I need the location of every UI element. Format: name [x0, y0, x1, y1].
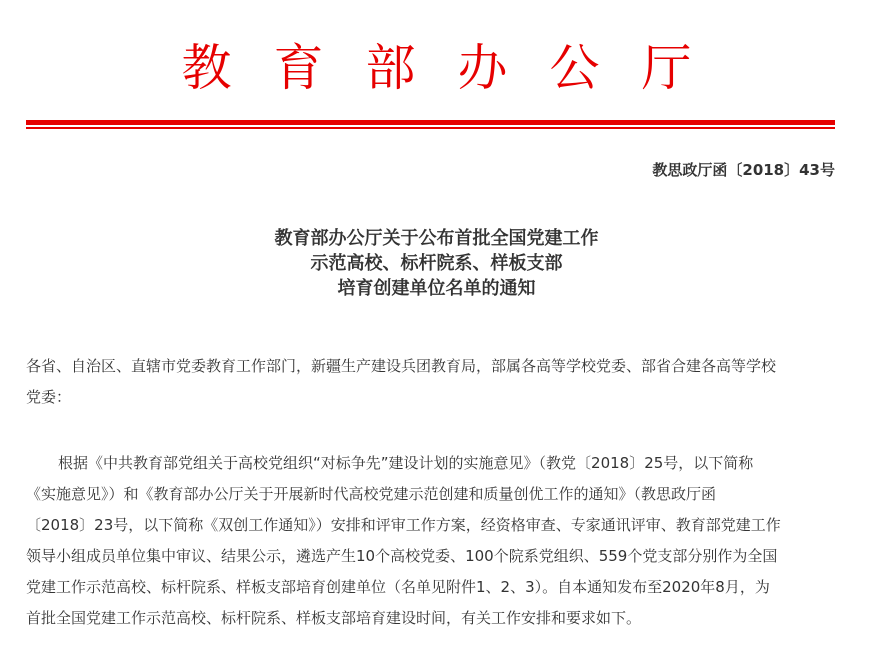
masthead-char: 教 [181, 39, 232, 97]
masthead-char: 部 [365, 39, 416, 97]
masthead-char: 公 [549, 39, 600, 97]
addressee-paragraph [26, 351, 841, 413]
masthead-char: 育 [273, 39, 324, 97]
title-line: 培育创建单位名单的通知 [337, 278, 536, 299]
masthead-char: 厅 [641, 39, 692, 97]
text-line: 党委： [26, 388, 72, 406]
masthead [0, 38, 873, 98]
document-title [0, 226, 873, 301]
text-line: 〔2018〕23号，以下简称《双创工作通知》）安排和评审工作方案，经资格审查、专家通讯评审、教育部党建工作 [26, 516, 781, 534]
title-line: 教育部办公厅关于公布首批全国党建工作 [274, 228, 599, 249]
document-number: 教思政厅函〔2018〕43号 [652, 161, 835, 179]
text-line: 各省、自治区、直辖市党委教育工作部门，新疆生产建设兵团教育局，部属各高等学校党委、部省合建各高等学校 [26, 357, 777, 375]
text-line: 首批全国党建工作示范高校、标杆院系、样板支部培育建设时间，有关工作安排和要求如下。 [26, 609, 642, 627]
body-paragraph [26, 448, 841, 634]
red-header-rule-thin [26, 127, 835, 129]
red-header-rule-thick [26, 120, 835, 125]
text-line: 党建工作示范高校、标杆院系、样板支部培育创建单位（名单见附件1、2、3）。自本通知发布至2020年8月，为 [26, 578, 770, 596]
text-line: 《实施意见》）和《教育部办公厅关于开展新时代高校党建示范创建和质量创优工作的通知》（教思政厅函 [26, 485, 717, 503]
text-line: 领导小组成员单位集中审议、结果公示，遴选产生10个高校党委、100个院系党组织、559个党支部分别作为全国 [26, 547, 778, 565]
title-line: 示范高校、标杆院系、样板支部 [310, 253, 563, 274]
masthead-char: 办 [457, 39, 508, 97]
text-line: 根据《中共教育部党组关于高校党组织“对标争先”建设计划的实施意见》（教党〔2018〕25号，以下简称 [58, 454, 754, 472]
